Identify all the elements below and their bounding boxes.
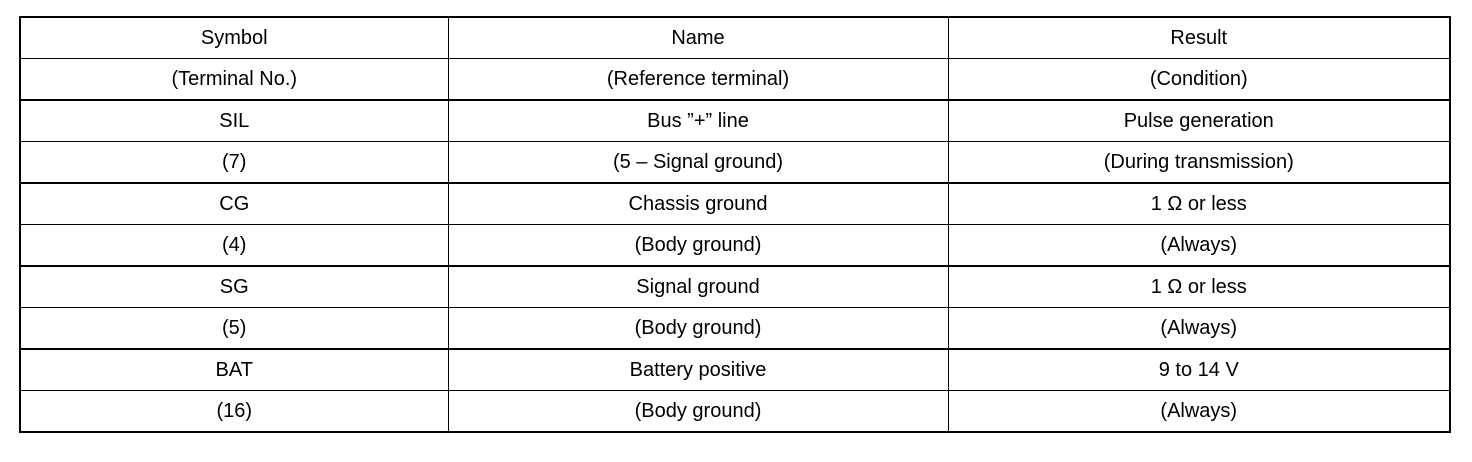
cell-reference-terminal: (Body ground) bbox=[448, 391, 948, 433]
cell-terminal-no: (16) bbox=[20, 391, 448, 433]
cell-terminal-no: (4) bbox=[20, 225, 448, 267]
cell-name: Bus ”+” line bbox=[448, 100, 948, 142]
cell-name: Signal ground bbox=[448, 266, 948, 308]
subheader-reference-terminal: (Reference terminal) bbox=[448, 59, 948, 101]
cell-result: 1 Ω or less bbox=[948, 266, 1450, 308]
table-row-sg-detail bbox=[20, 308, 1450, 350]
cell-symbol: CG bbox=[20, 183, 448, 225]
subheader-terminal-no: (Terminal No.) bbox=[20, 59, 448, 101]
cell-symbol: BAT bbox=[20, 349, 448, 391]
cell-name: Chassis ground bbox=[448, 183, 948, 225]
table-subheader-row bbox=[20, 59, 1450, 101]
cell-reference-terminal: (Body ground) bbox=[448, 308, 948, 350]
cell-name: Battery positive bbox=[448, 349, 948, 391]
header-result: Result bbox=[948, 17, 1450, 59]
cell-condition: (Always) bbox=[948, 391, 1450, 433]
cell-condition: (During transmission) bbox=[948, 142, 1450, 184]
table-row-sg bbox=[20, 266, 1450, 308]
cell-symbol: SIL bbox=[20, 100, 448, 142]
cell-terminal-no: (7) bbox=[20, 142, 448, 184]
cell-reference-terminal: (5 – Signal ground) bbox=[448, 142, 948, 184]
cell-result: 9 to 14 V bbox=[948, 349, 1450, 391]
cell-result: 1 Ω or less bbox=[948, 183, 1450, 225]
table-row-cg-detail bbox=[20, 225, 1450, 267]
cell-condition: (Always) bbox=[948, 225, 1450, 267]
table-row-bat bbox=[20, 349, 1450, 391]
table-header-row bbox=[20, 17, 1450, 59]
terminal-inspection-table bbox=[19, 16, 1451, 433]
subheader-condition: (Condition) bbox=[948, 59, 1450, 101]
cell-condition: (Always) bbox=[948, 308, 1450, 350]
table-row-sil-detail bbox=[20, 142, 1450, 184]
table-row-bat-detail bbox=[20, 391, 1450, 433]
cell-result: Pulse generation bbox=[948, 100, 1450, 142]
table-row-cg bbox=[20, 183, 1450, 225]
table-row-sil bbox=[20, 100, 1450, 142]
cell-terminal-no: (5) bbox=[20, 308, 448, 350]
cell-symbol: SG bbox=[20, 266, 448, 308]
header-name: Name bbox=[448, 17, 948, 59]
cell-reference-terminal: (Body ground) bbox=[448, 225, 948, 267]
header-symbol: Symbol bbox=[20, 17, 448, 59]
